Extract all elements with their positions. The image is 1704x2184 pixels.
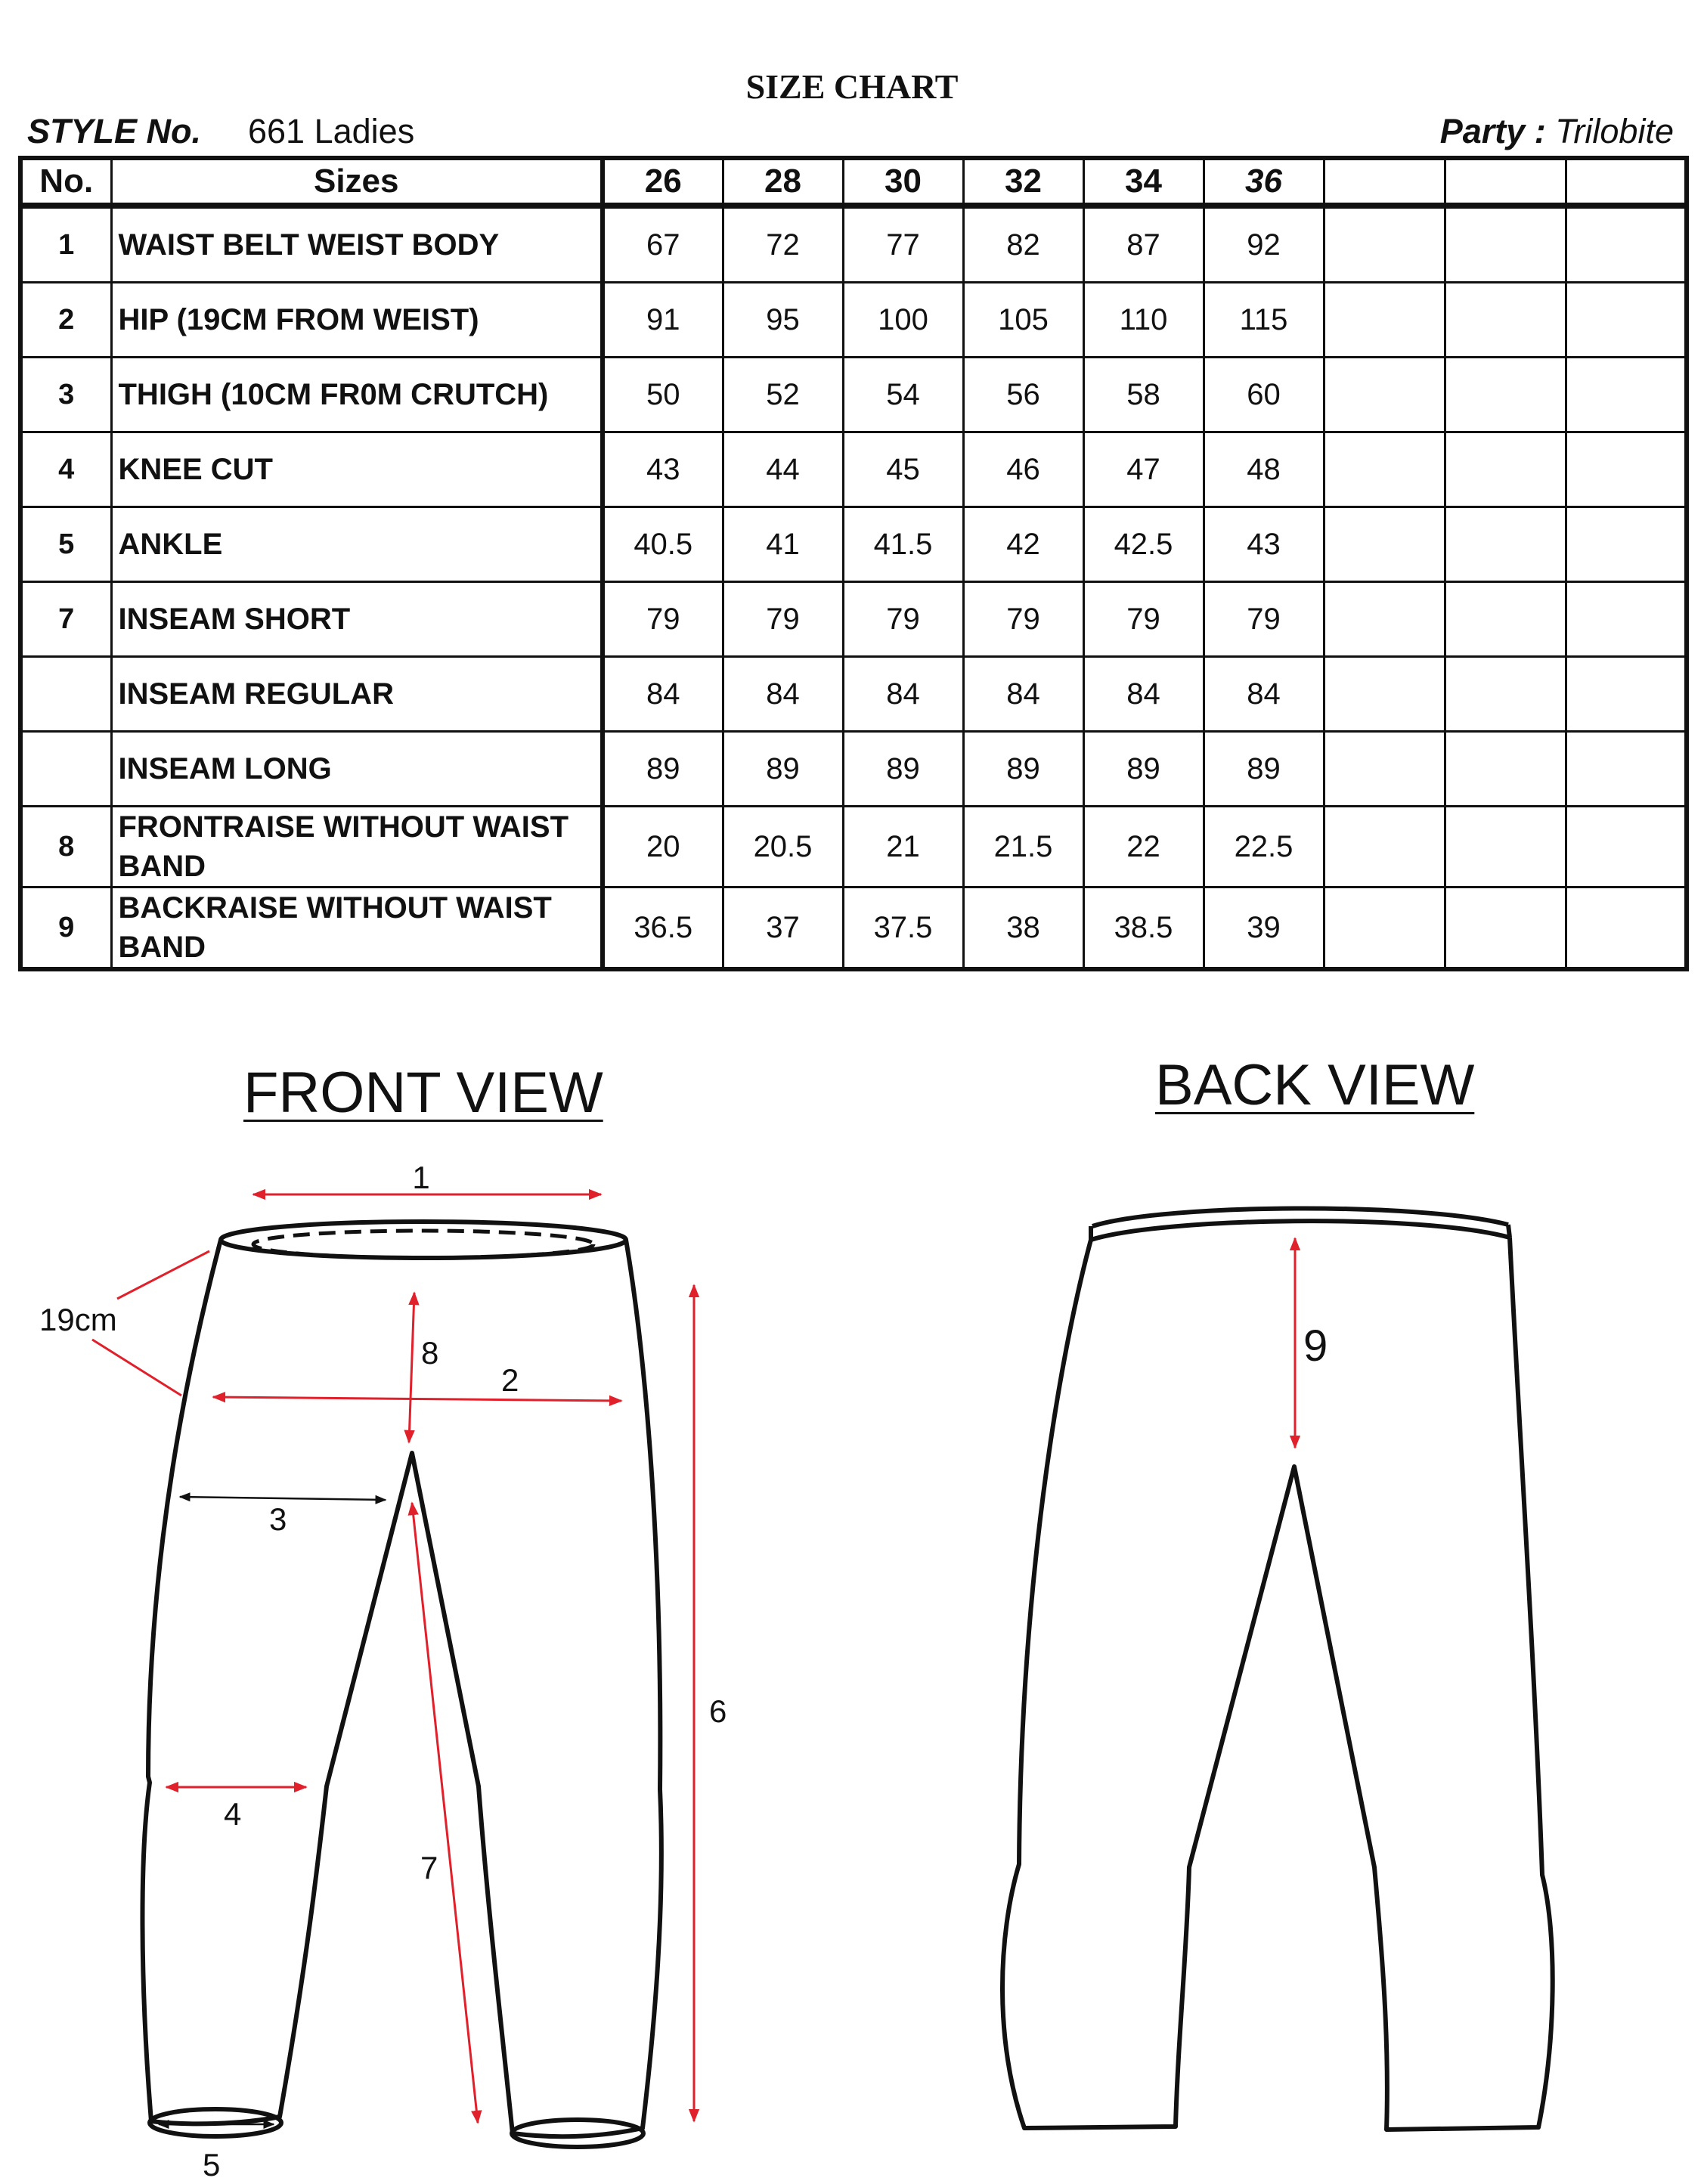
party-label: Party :: [1439, 112, 1546, 150]
waist-inner-dashed: [253, 1231, 593, 1258]
row-number: 9: [20, 888, 111, 970]
size-value-cell: 84: [963, 657, 1083, 732]
size-value-cell: 37: [723, 888, 843, 970]
header-sizes: Sizes: [111, 158, 603, 206]
size-value-cell: 110: [1083, 283, 1204, 358]
row-number: 5: [20, 507, 111, 582]
size-value-cell: 39: [1204, 888, 1324, 970]
size-value-cell: 87: [1083, 206, 1204, 283]
size-value-cell: 92: [1204, 206, 1324, 283]
row-number: 4: [20, 432, 111, 507]
measurement-name: HIP (19CM FROM WEIST): [111, 283, 603, 358]
size-value-cell: 79: [843, 582, 963, 657]
measurement-name: BACKRAISE WITHOUT WAIST BAND: [111, 888, 603, 970]
header-size: 30: [843, 158, 963, 206]
size-value-cell: 84: [603, 657, 723, 732]
size-value-cell: 91: [603, 283, 723, 358]
size-value-cell: 95: [723, 283, 843, 358]
measurement-name: KNEE CUT: [111, 432, 603, 507]
size-value-cell: 48: [1204, 432, 1324, 507]
measure-arrow-2: [213, 1397, 621, 1401]
measure-label-1: 1: [412, 1160, 430, 1195]
size-value-cell: 67: [603, 206, 723, 283]
size-value-cell: 79: [603, 582, 723, 657]
header-no: No.: [20, 158, 111, 206]
style-label: STYLE No.: [27, 112, 202, 150]
measure-arrow-3: [180, 1497, 386, 1500]
measurement-name: INSEAM SHORT: [111, 582, 603, 657]
measurement-name: WAIST BELT WEIST BODY: [111, 206, 603, 283]
measurement-name: INSEAM LONG: [111, 732, 603, 807]
measure-label-8: 8: [421, 1335, 439, 1371]
size-value-cell: 45: [843, 432, 963, 507]
measurement-name: THIGH (10CM FR0M CRUTCH): [111, 358, 603, 432]
hip-offset-line-bottom: [92, 1340, 181, 1396]
size-value-cell: 21: [843, 807, 963, 888]
size-value-cell: 82: [963, 206, 1083, 283]
style-value: 661 Ladies: [248, 112, 415, 150]
measurement-name: INSEAM REGULAR: [111, 657, 603, 732]
size-value-cell: 43: [603, 432, 723, 507]
size-value-cell: 72: [723, 206, 843, 283]
size-value-cell: 84: [843, 657, 963, 732]
size-value-cell: 89: [603, 732, 723, 807]
size-value-cell: 43: [1204, 507, 1324, 582]
measure-label-4: 4: [224, 1796, 242, 1832]
size-value-cell: 36.5: [603, 888, 723, 970]
size-value-cell: 58: [1083, 358, 1204, 432]
hip-offset-label: 19cm: [39, 1302, 117, 1337]
size-value-cell: 89: [1204, 732, 1324, 807]
back-view-title: BACK VIEW: [1155, 1053, 1475, 1117]
size-value-cell: 115: [1204, 283, 1324, 358]
header-size: 26: [603, 158, 723, 206]
header-size: 36: [1204, 158, 1324, 206]
size-value-cell: 38.5: [1083, 888, 1204, 970]
measure-label-3: 3: [269, 1501, 287, 1537]
size-value-cell: 50: [603, 358, 723, 432]
size-value-cell: 41.5: [843, 507, 963, 582]
size-value-cell: 42: [963, 507, 1083, 582]
row-number: 7: [20, 582, 111, 657]
size-value-cell: 84: [1083, 657, 1204, 732]
row-number: 3: [20, 358, 111, 432]
size-value-cell: 79: [1083, 582, 1204, 657]
size-value-cell: 44: [723, 432, 843, 507]
measure-label-6: 6: [709, 1693, 727, 1729]
header-size: 34: [1083, 158, 1204, 206]
size-value-cell: 20: [603, 807, 723, 888]
size-value-cell: 60: [1204, 358, 1324, 432]
size-value-cell: 77: [843, 206, 963, 283]
size-value-cell: 42.5: [1083, 507, 1204, 582]
header-size: 28: [723, 158, 843, 206]
front-view-title: FRONT VIEW: [243, 1061, 603, 1125]
measure-label-7: 7: [420, 1850, 438, 1885]
size-value-cell: 100: [843, 283, 963, 358]
size-value-cell: 54: [843, 358, 963, 432]
size-value-cell: 79: [963, 582, 1083, 657]
measurement-name: ANKLE: [111, 507, 603, 582]
size-value-cell: 47: [1083, 432, 1204, 507]
size-value-cell: 89: [963, 732, 1083, 807]
row-number: 1: [20, 206, 111, 283]
row-number: 2: [20, 283, 111, 358]
size-value-cell: 89: [843, 732, 963, 807]
row-number: 8: [20, 807, 111, 888]
size-value-cell: 89: [723, 732, 843, 807]
size-value-cell: 79: [1204, 582, 1324, 657]
size-value-cell: 41: [723, 507, 843, 582]
size-value-cell: 21.5: [963, 807, 1083, 888]
size-value-cell: 105: [963, 283, 1083, 358]
size-value-cell: 84: [723, 657, 843, 732]
size-value-cell: 89: [1083, 732, 1204, 807]
size-value-cell: 56: [963, 358, 1083, 432]
measure-label-5: 5: [203, 2147, 221, 2182]
size-value-cell: 20.5: [723, 807, 843, 888]
page-title: SIZE CHART: [745, 67, 959, 106]
measurement-name: FRONTRAISE WITHOUT WAIST BAND: [111, 807, 603, 888]
size-value-cell: 38: [963, 888, 1083, 970]
front-pants-outline: [142, 1222, 661, 2147]
measure-arrow-7: [412, 1503, 478, 2123]
size-value-cell: 22.5: [1204, 807, 1324, 888]
size-value-cell: 46: [963, 432, 1083, 507]
size-value-cell: 84: [1204, 657, 1324, 732]
hip-offset-line-top: [117, 1251, 209, 1299]
size-value-cell: 79: [723, 582, 843, 657]
size-value-cell: 22: [1083, 807, 1204, 888]
header-size: 32: [963, 158, 1083, 206]
size-value-cell: 52: [723, 358, 843, 432]
measure-label-2: 2: [501, 1362, 519, 1398]
measure-arrow-8: [409, 1293, 414, 1442]
measure-label-9: 9: [1303, 1321, 1328, 1371]
back-pants-outline: [1002, 1208, 1553, 2130]
size-value-cell: 40.5: [603, 507, 723, 582]
party-value: Trilobite: [1555, 112, 1674, 150]
size-value-cell: 37.5: [843, 888, 963, 970]
